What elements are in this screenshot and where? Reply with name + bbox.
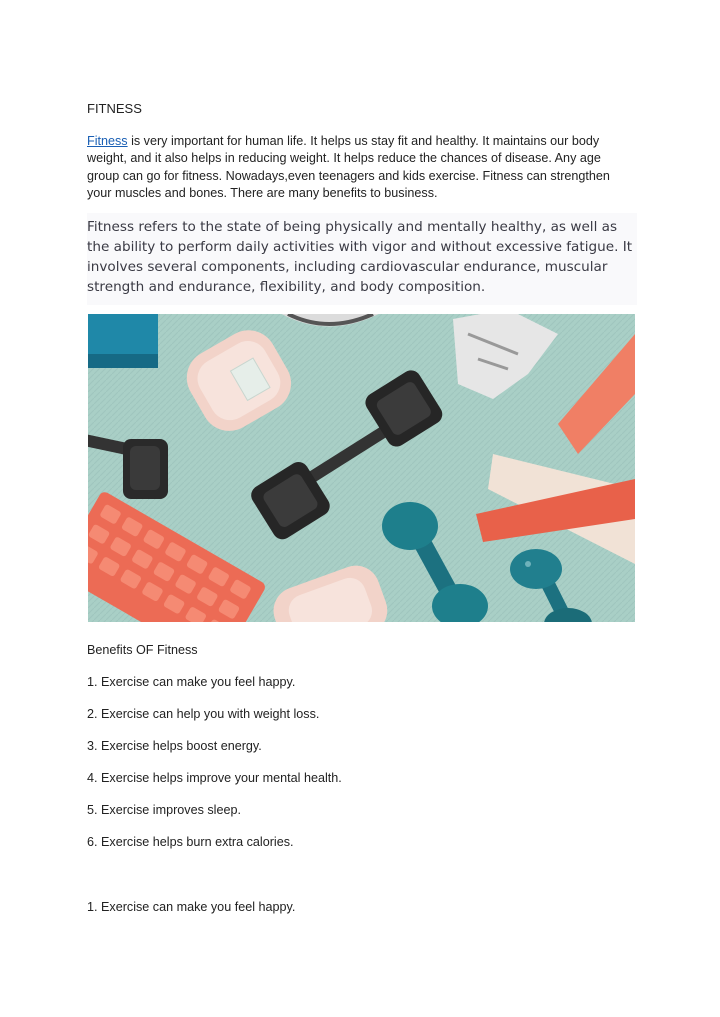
benefit-item: 6. Exercise helps burn extra calories. [87,835,294,849]
fitness-link[interactable]: Fitness [87,134,128,148]
benefit-item: 4. Exercise helps improve your mental health. [87,771,342,785]
page-title: FITNESS [87,101,142,116]
benefits-heading: Benefits OF Fitness [87,643,198,657]
definition-paragraph: Fitness refers to the state of being physically and mentally healthy, as well as the ability to perform daily activities with vigor and without excessive fatigue. It involves several components, including cardiovascular endurance, muscular strength and endurance, flexibility, and body composition. [87,213,637,305]
section-heading: 1. Exercise can make you feel happy. [87,900,296,914]
benefit-item: 3. Exercise helps boost energy. [87,739,262,753]
fitness-equipment-photo [88,314,635,622]
intro-text: is very important for human life. It helps us stay fit and healthy. It maintains our body weight, and it also helps in reducing weight. It helps reduce the chances of disease. Any age group can go for fitness. Nowadays,even teenagers and kids exercise. Fitness can strengthen your muscles and bones. There are many benefits to business. [87,134,610,201]
benefit-item: 5. Exercise improves sleep. [87,803,241,817]
benefit-item: 2. Exercise can help you with weight loss. [87,707,320,721]
intro-paragraph [87,133,635,203]
benefit-item: 1. Exercise can make you feel happy. [87,675,296,689]
